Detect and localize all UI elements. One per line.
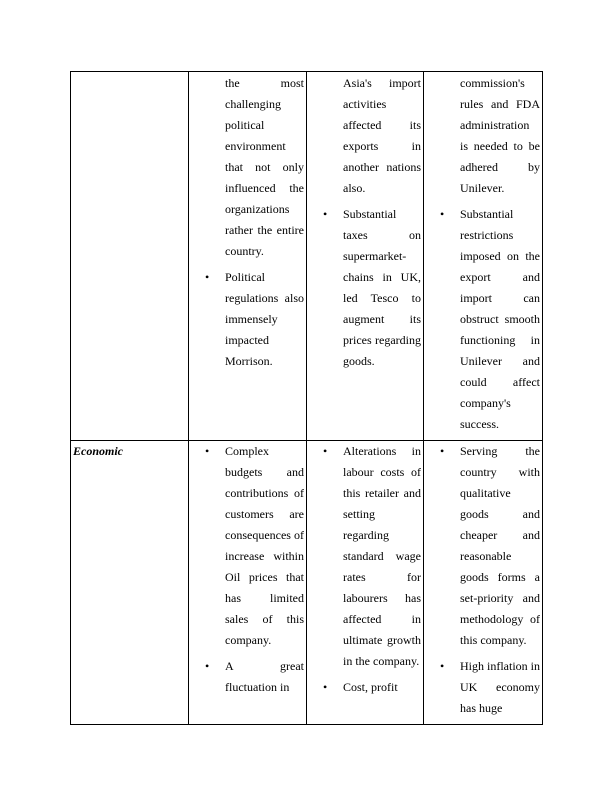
cell-text: Cost, profit (343, 680, 398, 694)
list-item (189, 441, 304, 651)
bullet-icon: • (205, 659, 210, 673)
table-row (71, 441, 543, 725)
pest-analysis-table (70, 71, 543, 725)
cell-text: Substantial taxes on supermarket-chains in UK, led Tesco to augment its prices regarding goods. (343, 207, 421, 368)
list-item (189, 656, 304, 698)
list-item (424, 441, 540, 651)
cell-text: A great fluctuation in (225, 659, 304, 694)
table-row (71, 72, 543, 441)
cell-text: the most challenging political environment that not only influenced the organizations rather the entire country. (225, 76, 304, 258)
company-cell-morrison (189, 72, 307, 441)
bullet-icon: • (440, 444, 445, 458)
list-item (424, 73, 540, 199)
factor-label-economic: Economic (73, 444, 123, 458)
company-cell-morrison (189, 441, 307, 725)
list-item (307, 73, 421, 199)
company-cell-tesco (307, 72, 424, 441)
cell-text: Political regulations also immensely impacted Morrison. (225, 270, 304, 368)
cell-text: High inflation in UK economy has huge (460, 659, 540, 715)
cell-text: Substantial restrictions imposed on the export and import can obstruct smooth functioning in Unilever and could affect company's success. (460, 207, 540, 431)
bullet-icon: • (205, 444, 210, 458)
list-item (307, 441, 421, 672)
company-cell-tesco (307, 441, 424, 725)
list-item (307, 204, 421, 372)
cell-text: commission's rules and FDA administration is needed to be adhered by Unilever. (460, 76, 540, 195)
bullet-icon: • (440, 207, 445, 221)
cell-text: Serving the country with qualitative goods and cheaper and reasonable goods forms a set-priority and methodology of this company. (460, 444, 540, 647)
company-cell-unilever (424, 441, 543, 725)
cell-text: Asia's import activities affected its exports in another nations also. (343, 76, 421, 195)
cell-text: Alterations in labour costs of this retailer and setting regarding standard wage rates for labourers has affected in ultimate growth in the company. (343, 444, 421, 668)
bullet-icon: • (440, 659, 445, 673)
factor-cell (71, 441, 189, 725)
company-cell-unilever (424, 72, 543, 441)
list-item (189, 73, 304, 262)
list-item (189, 267, 304, 372)
list-item (307, 677, 421, 698)
cell-text: Complex budgets and contributions of customers are consequences of increase within Oil prices that has limited sales of this company. (225, 444, 304, 647)
bullet-icon: • (323, 207, 328, 221)
list-item (424, 204, 540, 435)
list-item (424, 656, 540, 719)
factor-cell (71, 72, 189, 441)
bullet-icon: • (205, 270, 210, 284)
bullet-icon: • (323, 680, 328, 694)
bullet-icon: • (323, 444, 328, 458)
